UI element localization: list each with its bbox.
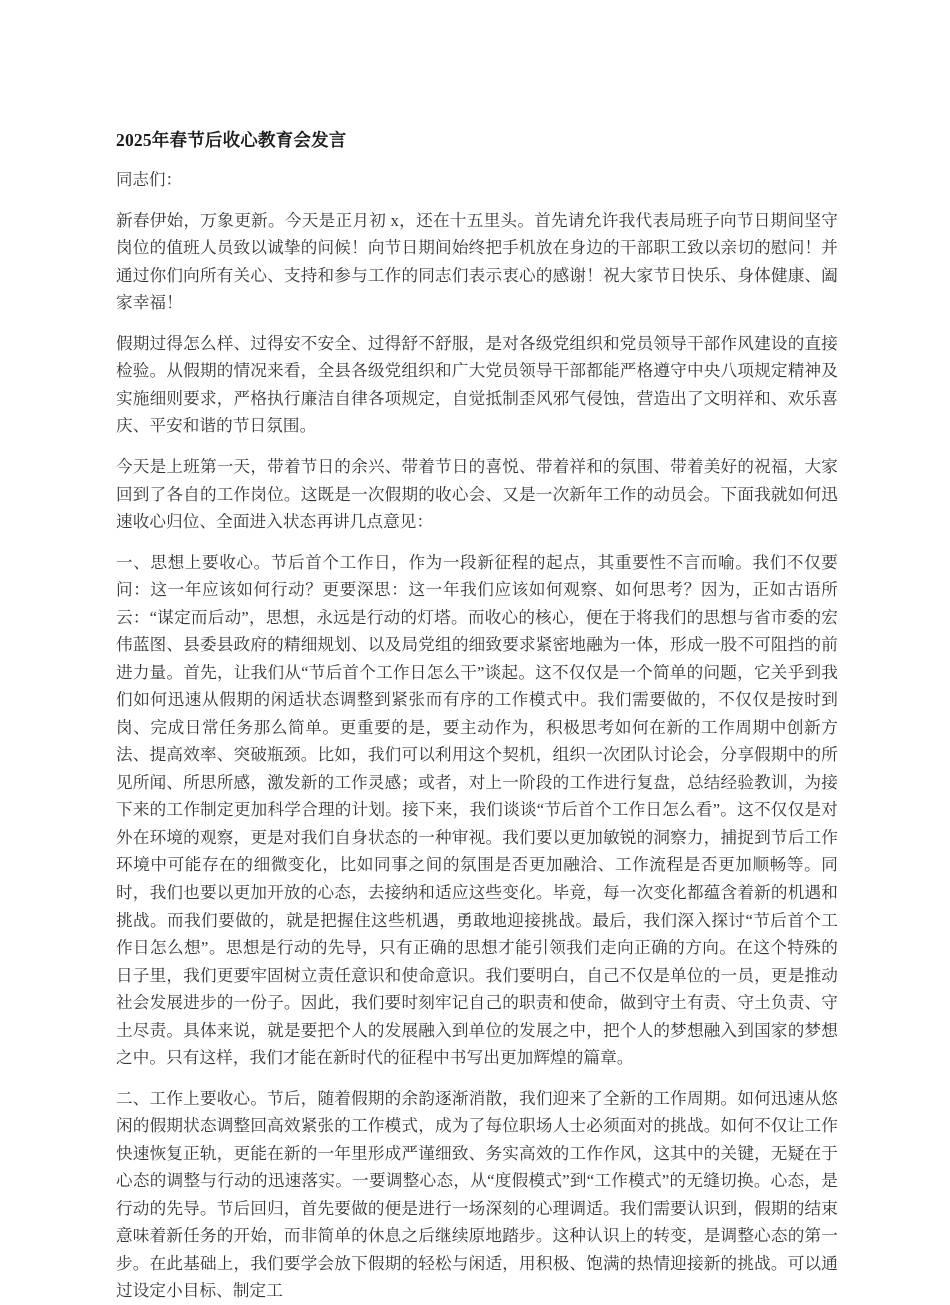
salutation-line: 同志们： (116, 170, 182, 190)
body-paragraph: 新春伊始，万象更新。今天是正月初 x，还在十五里头。首先请允许我代表局班子向节日期间坚守岗位的值班人员致以诚挚的问候！向节日期间始终把手机放在身边的干部职工致以亲切的慰问！并通过你们向所有关心、支持和参与工作的同志们表示衷心的感谢！祝大家节日快乐、身体健康、阖家幸福！ (116, 210, 838, 313)
page-title: 2025年春节后收心教育会发言 (116, 130, 347, 150)
body-paragraph-section-two: 二、工作上要收心。节后，随着假期的余韵逐渐消散，我们迎来了全新的工作周期。如何迅速从悠闲的假期状态调整回高效紧张的工作模式，成为了每位职场人士必须面对的挑战。如何不仅让工作快速恢复正轨，更能在新的一年里形成严谨细致、务实高效的工作作风，这其中的关键，无疑在于心态的调整与行动的迅速落实。一要调整心态，从“度假模式”到“工作模式”的无缝切换。心态，是行动的先导。节后回归，首先要做的便是进行一场深刻的心理调适。我们需要认识到，假期的结束意味着新任务的开始，而非简单的休息之后继续原地踏步。这种认识上的转变，是调整心态的第一步。在此基础上，我们要学会放下假期的轻松与闲适，用积极、饱满的热情迎接新的挑战。可以通过设定小目标、制定工 (116, 1088, 838, 1301)
body-paragraph: 假期过得怎么样、过得安不安全、过得舒不舒服，是对各级党组织和党员领导干部作风建设的直接检验。从假期的情况来看，全县各级党组织和广大党员领导干部都能严格遵守中央八项规定精神及实施细则要求，严格执行廉洁自律各项规定，自觉抵制歪风邪气侵蚀，营造出了文明祥和、欢乐喜庆、平安和谐的节日氛围。 (116, 333, 838, 436)
body-paragraph: 今天是上班第一天，带着节日的余兴、带着节日的喜悦、带着祥和的氛围、带着美好的祝福，大家回到了各自的工作岗位。这既是一次假期的收心会、又是一次新年工作的动员会。下面我就如何迅速收心归位、全面进入状态再讲几点意见： (116, 457, 838, 532)
body-paragraph-section-one: 一、思想上要收心。节后首个工作日，作为一段新征程的起点，其重要性不言而喻。我们不仅要问：这一年应该如何行动？更要深思：这一年我们应该如何观察、如何思考？因为，正如古语所云：“谋定而后动”，思想，永远是行动的灯塔。而收心的核心，便在于将我们的思想与省市委的宏伟蓝图、县委县政府的精细规划、以及局党组的细致要求紧密地融为一体，形成一股不可阻挡的前进力量。首先，让我们从“节后首个工作日怎么干”谈起。这不仅仅是一个简单的问题，它关乎到我们如何迅速从假期的闲适状态调整到紧张而有序的工作模式中。我们需要做的，不仅仅是按时到岗、完成日常任务那么简单。更重要的是，要主动作为，积极思考如何在新的工作周期中创新方法、提高效率、突破瓶颈。比如，我们可以利用这个契机，组织一次团队讨论会，分享假期中的所见所闻、所思所感，激发新的工作灵感；或者，对上一阶段的工作进行复盘，总结经验教训，为接下来的工作制定更加科学合理的计划。接下来，我们谈谈“节后首个工作日怎么看”。这不仅仅是对外在环境的观察，更是对我们自身状态的一种审视。我们要以更加敏锐的洞察力，捕捉到节后工作环境中可能存在的细微变化，比如同事之间的氛围是否更加融洽、工作流程是否更加顺畅等。同时，我们也要以更加开放的心态，去接纳和适应这些变化。毕竟，每一次变化都蕴含着新的机遇和挑战。而我们要做的，就是把握住这些机遇，勇敢地迎接挑战。最后，我们深入探讨“节后首个工作日怎么想”。思想是行动的先导，只有正确的思想才能引领我们走向正确的方向。在这个特殊的日子里，我们更要牢固树立责任意识和使命意识。我们要明白，自己不仅是单位的一员，更是推动社会发展进步的一份子。因此，我们要时刻牢记自己的职责和使命，做到守土有责、守土负责、守土尽责。具体来说，就是要把个人的发展融入到单位的发展之中，把个人的梦想融入到国家的梦想之中。只有这样，我们才能在新时代的征程中书写出更加辉煌的篇章。 (116, 552, 838, 1068)
